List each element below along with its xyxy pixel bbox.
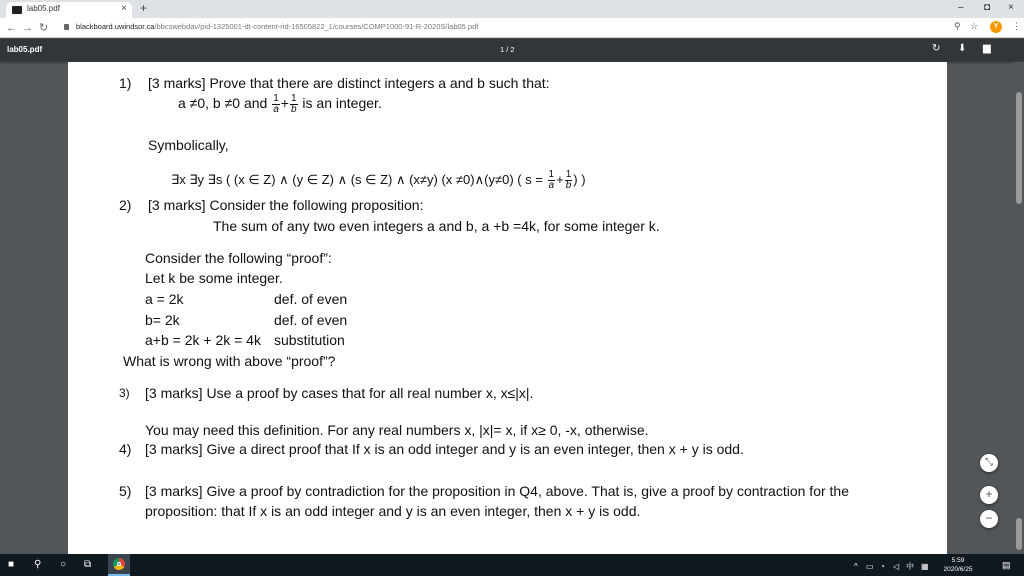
chrome-taskbar-button[interactable] (108, 554, 130, 576)
browser-toolbar (0, 18, 1024, 38)
windows-taskbar (0, 554, 1024, 576)
tab-close-icon[interactable]: × (121, 3, 127, 14)
windows-start-icon[interactable]: ■ (8, 559, 15, 570)
q2-row-expr: a+b = 2k + 2k = 4k (145, 332, 261, 348)
download-icon[interactable]: ⬇ (958, 43, 967, 54)
tab-strip (0, 0, 1024, 18)
bookmark-star-icon[interactable]: ☆ (970, 21, 979, 31)
q2-row-expr: b= 2k (145, 312, 180, 328)
q2-row-reason: def. of even (274, 312, 348, 328)
clock-date: 2020/6/25 (943, 566, 973, 573)
q2-consider: Consider the following “proof”: (145, 250, 332, 266)
cortana-icon[interactable]: ○ (60, 559, 67, 570)
q2-text: [3 marks] Consider the following proposition: (148, 197, 424, 213)
q1-text: [3 marks] Prove that there are distinct integers a and b such that: (148, 75, 550, 91)
notification-icon[interactable]: ▤ (1002, 560, 1011, 570)
tray-chevron-icon[interactable]: ^ (854, 562, 858, 571)
fit-page-button[interactable]: ⤡ (980, 454, 998, 472)
ime-indicator[interactable]: 中 (906, 562, 914, 571)
q2-number: 2) (119, 197, 132, 213)
task-view-icon[interactable]: ⧉ (84, 559, 92, 570)
q5-line1: [3 marks] Give a proof by contradiction for the proposition in Q4, above. That is, give a proof by contraction for the (145, 483, 849, 499)
q1-symbolically: Symbolically, (148, 137, 229, 153)
clock[interactable] (936, 556, 980, 574)
q5-line2: proposition: that If x is an odd integer and y is an even integer, then x + y is odd. (145, 503, 641, 519)
address-bar[interactable] (64, 20, 959, 36)
q2-row-reason: substitution (274, 332, 345, 348)
q5-number: 5) (119, 483, 132, 499)
back-arrow-icon[interactable]: ← (6, 22, 17, 34)
q1-formula: ∃x ∃y ∃s ( (x ∈ Z) ∧ (y ∈ Z) ∧ (s ∈ Z) ∧ (x≠y) (x ≠0)∧(y≠0) ( s = $\frac{1}{a}$ + $\frac{1}{b}$ ) ) (171, 169, 586, 191)
q2-let: Let k be some integer. (145, 270, 283, 286)
q2-question: What is wrong with above “proof”? (123, 353, 336, 369)
tab-title: lab05.pdf (27, 4, 60, 13)
clock-time: 5:59 (951, 557, 965, 564)
q4-text: [3 marks] Give a direct proof that If x is an odd integer and y is an even integer, then x + y is odd. (145, 441, 744, 457)
volume-icon[interactable]: ◁ (893, 562, 900, 571)
menu-kebab-icon[interactable]: ⋮ (1012, 21, 1021, 31)
scrollbar-thumb[interactable] (1016, 92, 1022, 204)
pdf-toolbar (0, 39, 1024, 61)
new-tab-button[interactable]: + (140, 1, 148, 15)
q2-row-reason: def. of even (274, 291, 348, 307)
url-text[interactable]: blackboard.uwindsor.ca/bbcswebdav/pid-1325001-dt-content-rid-16505822_1/courses/COMP1000-91-R-2020S/lab05.pdf (76, 22, 479, 31)
forward-arrow-icon[interactable]: → (22, 22, 33, 34)
zoom-search-icon[interactable]: ⚲ (954, 21, 961, 31)
maximize-button[interactable]: ◘ (984, 2, 991, 13)
q1-number: 1) (119, 75, 132, 91)
zoom-in-button[interactable]: + (980, 486, 998, 504)
close-window-button[interactable]: × (1008, 2, 1014, 13)
q2-row-expr: a = 2k (145, 291, 184, 307)
q3-number: 3) (119, 386, 130, 400)
pdf-favicon-icon (12, 6, 22, 14)
page-indicator[interactable]: 1 / 2 (500, 45, 515, 54)
minimize-button[interactable]: – (958, 2, 964, 13)
lock-icon (64, 24, 69, 30)
reload-icon[interactable]: ↻ (39, 22, 49, 34)
rotate-icon[interactable]: ↻ (932, 43, 941, 54)
profile-avatar[interactable]: Y (990, 21, 1002, 33)
network-icon[interactable]: ◔ (880, 562, 885, 571)
q2-proposition: The sum of any two even integers a and b, a +b =4k, for some integer k. (213, 218, 660, 234)
q1-condition: a ≠0, b ≠0 and $\frac{1}{a}$ + $\frac{1}{b}$ is an integer. (178, 93, 382, 115)
search-icon[interactable]: ⚲ (34, 559, 42, 570)
battery-icon[interactable]: ▭ (866, 562, 874, 571)
q3-note: You may need this definition. For any real numbers x, |x|= x, if x≥ 0, -x, otherwise. (145, 422, 649, 438)
keyboard-icon[interactable]: ▦ (921, 562, 929, 571)
print-icon[interactable]: ▆ (983, 43, 991, 54)
q4-number: 4) (119, 441, 132, 457)
scrollbar-thumb-secondary[interactable] (1016, 518, 1022, 550)
zoom-out-button[interactable]: − (980, 510, 998, 528)
pdf-title: lab05.pdf (7, 45, 43, 54)
q3-text: [3 marks] Use a proof by cases that for all real number x, x≤|x|. (145, 385, 534, 401)
browser-tab[interactable] (6, 2, 132, 18)
pdf-page (68, 62, 947, 554)
